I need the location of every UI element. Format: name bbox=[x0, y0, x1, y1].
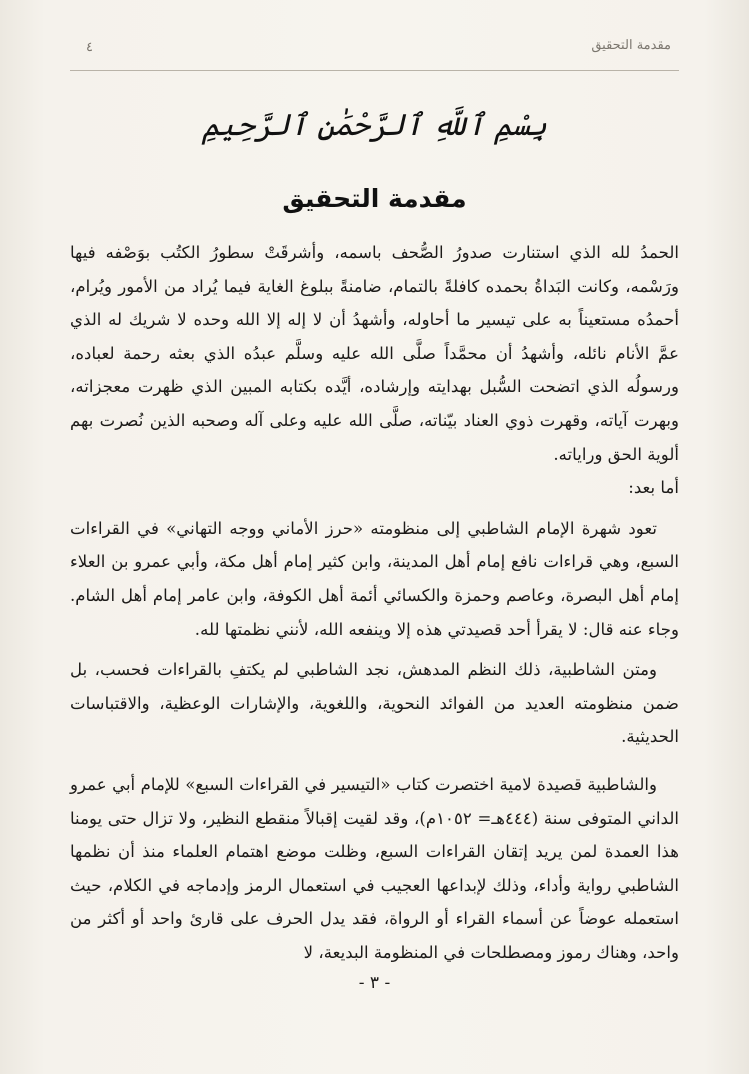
page-title: مقدمة التحقيق bbox=[282, 184, 467, 213]
header-corner-number: ٤ bbox=[86, 40, 93, 55]
paragraph-matn: ومتن الشاطبية، ذلك النظم المدهش، نجد الشاطبي لم يكتفِ بالقراءات فحسب، بل ضمن منظومته العديد من الفوائد النحوية، واللغوية، والإشارات الوعظية، والاقتباسات الحديثية. bbox=[70, 660, 679, 747]
paragraph-amma-baad: أما بعد: bbox=[628, 478, 679, 498]
paragraph-opening: الحمدُ لله الذي استنارت صدورُ الصُّحف باسمه، وأشرقَتْ سطورُ الكتُب بوَصْفه فيها ورَسْمه، وكانت البَداةُ بحمده كافلةً بالتمام، ضامنةً ببلوغ الغاية فيما يُراد من الأمور ويُرام، أحمدُه مستعيناً به على تيسير ما أحاوله، وأشهدُ أن لا إله إلا الله وحده لا شريك له الذي عمَّ الأنام نائله، وأشهدُ أن محمَّداً صلَّى الله عليه وسلَّم عبدُه الذي بعثه رحمة لعباده، ورسولُه الذي اتضحت السُّبل بهدايته وإرشاده، أيَّده بكتابه المبين الذي ظهرت معجزاته، وبهرت آياته، وقهرت ذوي العناد بيّناته، صلَّى الله عليه وعلى آله وصحبه الذين نُصرت بهم ألوية الحق وراياته. bbox=[70, 243, 679, 464]
page-number: - ٣ - bbox=[358, 973, 391, 993]
paragraph-fame: تعود شهرة الإمام الشاطبي إلى منظومته «حرز الأماني ووجه التهاني» في القراءات السبع، وهي قراءات نافع إمام أهل المدينة، وابن كثير إمام أهل مكة، وأبي عمرو بن العلاء إمام أهل البصرة، وعاصم وحمزة والكسائي أئمة أهل الكوفة، وابن عامر إمام أهل الشام. وجاء عنه قال: لا يقرأ أحد قصيدتي هذه إلا وينفعه الله، لأنني نظمتها لله. bbox=[70, 518, 679, 639]
paragraph-shatibiyya: والشاطبية قصيدة لامية اختصرت كتاب «التيسير في القراءات السبع» للإمام أبي عمرو الداني المتوفى سنة (٤٤٤هـ= ١٠٥٢م)، وقد لقيت إقبالاً منقطع النظير، ولا تزال حتى يومنا هذا العمدة لمن يريد إتقان القراءات السبع، وظلت موضع اهتمام العلماء منذ أن نظمها الشاطبي رواية وأداء، وذلك لإبداعها العجيب في استعمال الرمز وإدماجه في الكلام، حيث استعمله عوضاً عن أسماء القراء أو الرواة، فقد يدل الحرف على قارئ واحد أو أكثر من واحد، وهناك رموز ومصطلحات في المنظومة البديعة، لا bbox=[70, 774, 679, 962]
running-head: مقدمة التحقيق bbox=[591, 38, 671, 53]
body-text bbox=[70, 236, 679, 969]
header-rule bbox=[70, 70, 679, 71]
basmala-heading: بِسْمِ ٱللَّهِ ٱلرَّحْمَٰنِ ٱلرَّحِيمِ bbox=[201, 108, 547, 143]
